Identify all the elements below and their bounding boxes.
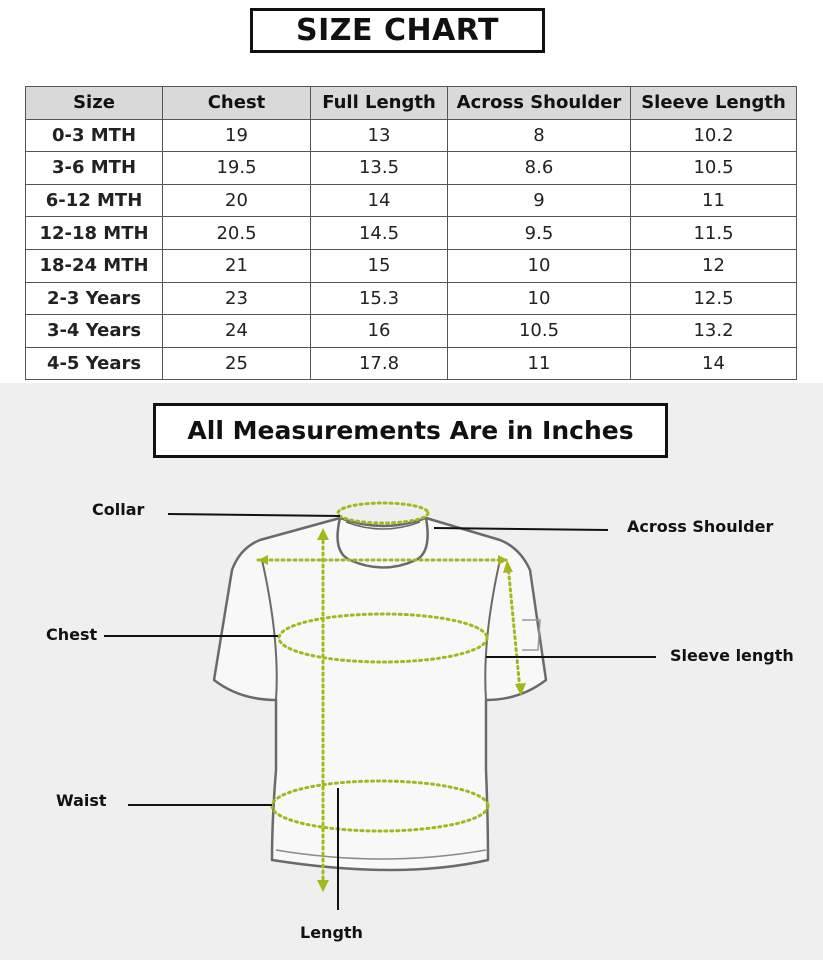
sleeve-length-cell: 11 xyxy=(631,184,797,217)
across-shoulder-cell: 9 xyxy=(448,184,631,217)
waist-label: Waist xyxy=(56,791,107,810)
size-cell: 3-4 Years xyxy=(26,315,163,348)
across-shoulder-cell: 11 xyxy=(448,347,631,380)
table-row xyxy=(26,217,797,250)
across-shoulder-cell: 10 xyxy=(448,282,631,315)
across-shoulder-label: Across Shoulder xyxy=(627,517,774,536)
collar-label: Collar xyxy=(92,500,145,519)
tshirt-icon xyxy=(0,480,823,960)
chest-cell: 20.5 xyxy=(163,217,311,250)
size-cell: 12-18 MTH xyxy=(26,217,163,250)
table-row xyxy=(26,184,797,217)
full-length-cell: 14 xyxy=(311,184,448,217)
header-sleeve-length: Sleeve Length xyxy=(631,87,797,120)
sleeve-length-cell: 14 xyxy=(631,347,797,380)
across-shoulder-cell: 8.6 xyxy=(448,152,631,185)
across-shoulder-cell: 9.5 xyxy=(448,217,631,250)
size-cell: 18-24 MTH xyxy=(26,249,163,282)
full-length-cell: 15.3 xyxy=(311,282,448,315)
across-shoulder-cell: 10.5 xyxy=(448,315,631,348)
sleeve-length-cell: 12 xyxy=(631,249,797,282)
header-chest: Chest xyxy=(163,87,311,120)
length-label: Length xyxy=(300,923,363,942)
table-header-row xyxy=(26,87,797,120)
sleeve-length-cell: 13.2 xyxy=(631,315,797,348)
sleeve-length-cell: 10.2 xyxy=(631,119,797,152)
header-full-length: Full Length xyxy=(311,87,448,120)
chest-cell: 20 xyxy=(163,184,311,217)
size-cell: 3-6 MTH xyxy=(26,152,163,185)
table-row xyxy=(26,119,797,152)
header-across-shoulder: Across Shoulder xyxy=(448,87,631,120)
full-length-cell: 13.5 xyxy=(311,152,448,185)
chest-cell: 24 xyxy=(163,315,311,348)
chest-cell: 23 xyxy=(163,282,311,315)
chest-cell: 21 xyxy=(163,249,311,282)
full-length-cell: 13 xyxy=(311,119,448,152)
table-row xyxy=(26,315,797,348)
across-shoulder-cell: 10 xyxy=(448,249,631,282)
page-title: SIZE CHART xyxy=(250,8,545,53)
chest-cell: 19 xyxy=(163,119,311,152)
units-note: All Measurements Are in Inches xyxy=(153,403,668,458)
full-length-cell: 15 xyxy=(311,249,448,282)
size-table xyxy=(25,86,797,380)
sleeve-length-label: Sleeve length xyxy=(670,646,794,665)
chest-cell: 19.5 xyxy=(163,152,311,185)
across-shoulder-cell: 8 xyxy=(448,119,631,152)
chest-label: Chest xyxy=(46,625,98,644)
table-row xyxy=(26,347,797,380)
header-size: Size xyxy=(26,87,163,120)
table-row xyxy=(26,152,797,185)
full-length-cell: 16 xyxy=(311,315,448,348)
sleeve-length-cell: 10.5 xyxy=(631,152,797,185)
size-cell: 2-3 Years xyxy=(26,282,163,315)
sleeve-length-cell: 11.5 xyxy=(631,217,797,250)
size-cell: 6-12 MTH xyxy=(26,184,163,217)
full-length-cell: 17.8 xyxy=(311,347,448,380)
size-cell: 4-5 Years xyxy=(26,347,163,380)
table-row xyxy=(26,249,797,282)
full-length-cell: 14.5 xyxy=(311,217,448,250)
chest-cell: 25 xyxy=(163,347,311,380)
sleeve-length-cell: 12.5 xyxy=(631,282,797,315)
size-cell: 0-3 MTH xyxy=(26,119,163,152)
table-row xyxy=(26,282,797,315)
